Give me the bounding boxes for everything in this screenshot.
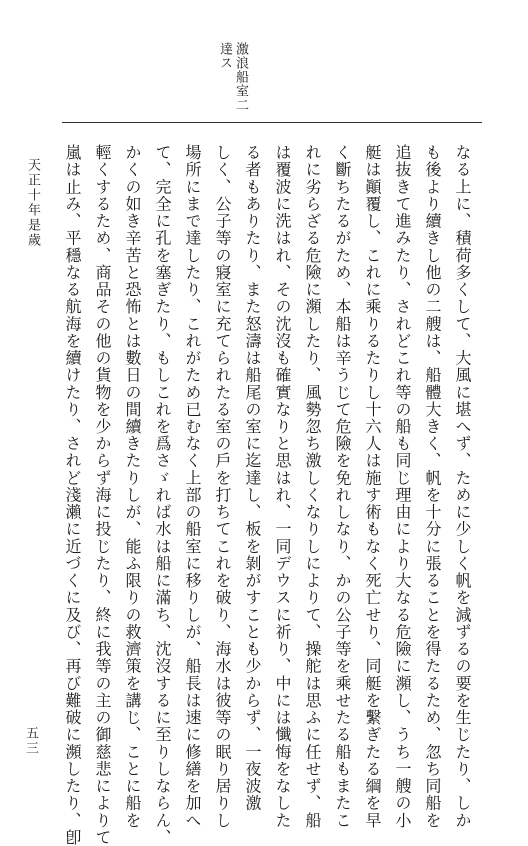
- body-text: [62, 130, 482, 846]
- side-note-year: 天正十年是歲: [25, 158, 40, 248]
- running-header-line-2: 達ス: [217, 42, 232, 70]
- text-column: く斷ちたるがため、本船は辛うじて危險を免れしなり、かの公子等を乘せたる船もまたこ: [333, 144, 352, 829]
- page-number: 五三: [23, 726, 38, 756]
- text-column: は覆波に洗はれ、その沈沒も確實なりと思はれ、一同デウスに祈り、中には懺悔をなした: [273, 144, 292, 829]
- text-column: る者もありたり、また怒濤は船尾の室に迄達し、板を剝がすことも少からず、一夜波激: [243, 144, 262, 812]
- text-column: 輕くするため、商品その他の貨物を少からず海に投じたり、終に我等の主の御慈悲によりて: [93, 144, 112, 846]
- text-column: なる上に、積荷多くして、大風に堪へず、ために少しく帆を減ずるの要を生じたり、しか: [453, 144, 472, 829]
- text-column: も後より續きし他の二艘は、船體大きく、帆を十分に張ることを得たるため、忽ち同船を: [423, 144, 442, 829]
- text-column: 嵐は止み、平穩なる航海を續けたり、されど淺瀨に近づくに及び、再び難破に瀕したり、卽: [63, 144, 82, 846]
- running-header: [218, 42, 252, 114]
- text-column: しく、公子等の寢室に充てられたる室の戶を打ちてこれを破り、海水は彼等の眠り居りし: [213, 144, 232, 829]
- running-header-line-1: 激浪船室二: [233, 42, 248, 112]
- text-column: 場所にまで達したり、これがため已むなく上部の船室に移りしが、船長は速に修繕を加へ: [183, 144, 202, 829]
- text-column: かくの如き辛苦と恐怖とは數日の間續きたりしが、能ふ限りの救濟策を講じ、ことに船を: [123, 144, 142, 829]
- header-rule: [62, 122, 482, 123]
- text-column: て、完全に孔を塞ぎたり、もしこれを爲さゞれば水は船に滿ち、沈沒するに至りしならん、: [153, 144, 172, 846]
- text-column: 艇は顚覆し、これに乘りるたりし十六人は施す術もなく死亡せり、同艇を繫ぎたる綱を早: [363, 144, 382, 829]
- text-column: 追抜きて進みたり、されどこれ等の船も同じ理由により大なる危險に瀕し、うち一艘の小: [393, 144, 412, 829]
- text-column: れに劣らざる危險に瀕したり、風勢忽ち激しくなりしによりて、操舵は思ふに任せず、船: [303, 144, 322, 829]
